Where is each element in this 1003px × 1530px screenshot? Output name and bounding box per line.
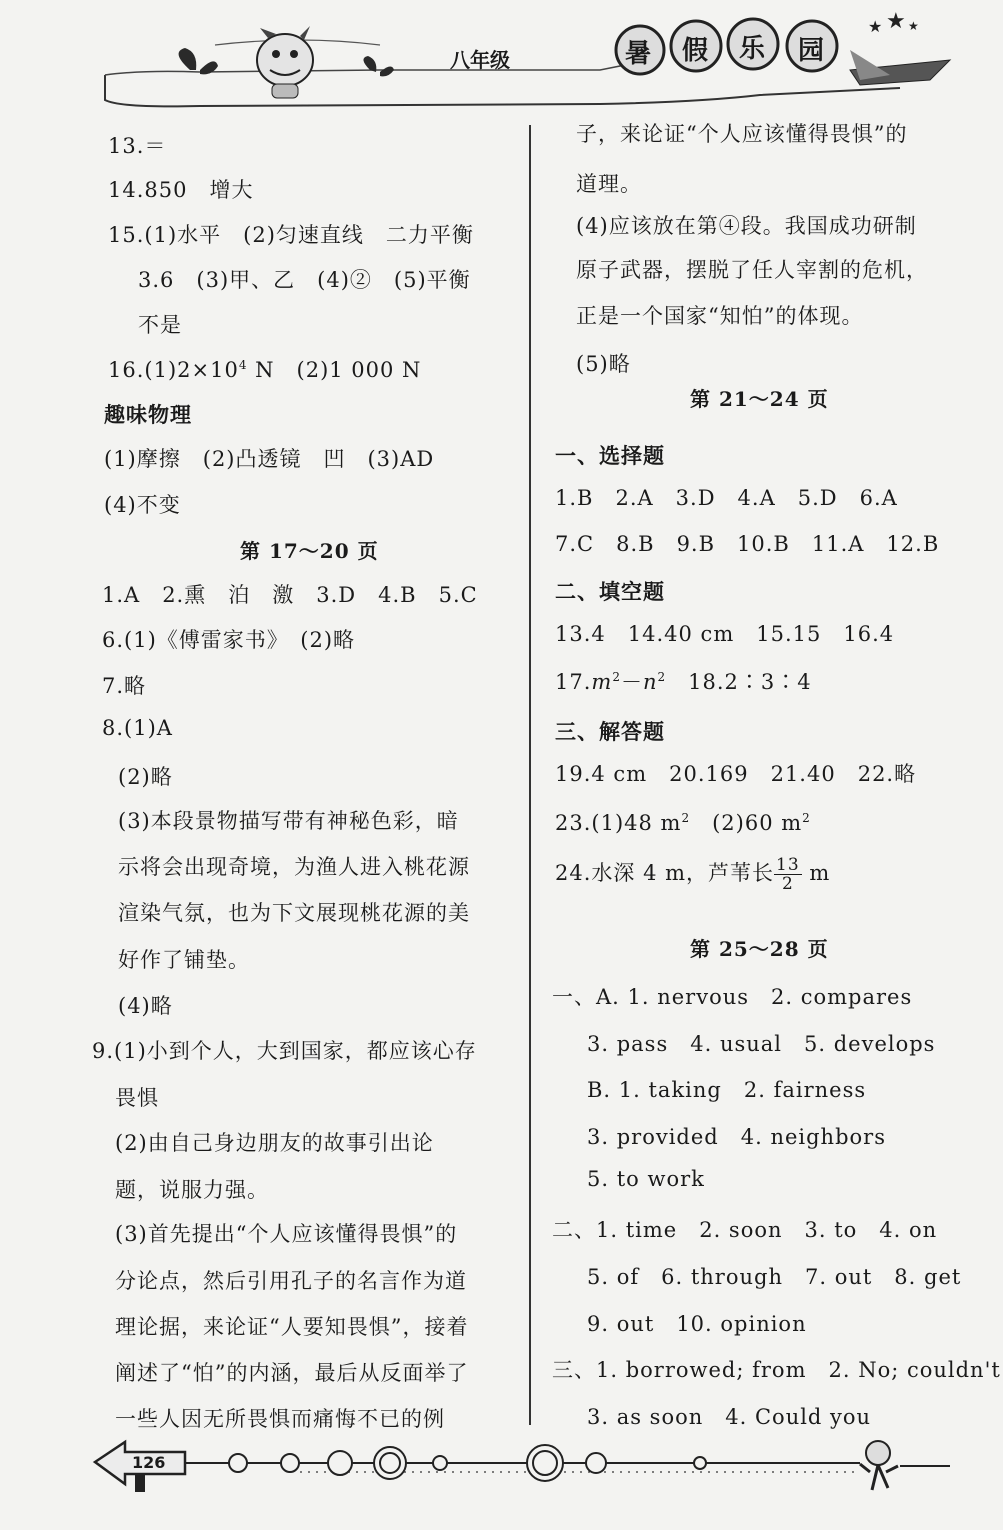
answer-line: 3. as soon 4. Could you	[587, 1405, 872, 1429]
butterfly-left-icon	[179, 48, 218, 74]
page-number: 126	[132, 1453, 166, 1472]
answer-line: 19.4 cm 20.169 21.40 22.略	[555, 762, 917, 786]
answer-line: 三、1. borrowed; from 2. No; couldn't	[552, 1358, 1001, 1382]
grade-label: 八年级	[450, 48, 510, 72]
section-label: 二、填空题	[555, 579, 665, 604]
page-range-heading: 第 17～20 页	[240, 539, 379, 563]
answer-line: 一、A. 1. nervous 2. compares	[552, 985, 913, 1009]
answer-line: 渲染气氛，也为下文展现桃花源的美	[118, 901, 470, 925]
answer-line: 6.(1)《傅雷家书》 (2)略	[102, 628, 356, 652]
answer-line: 7.C 8.B 9.B 10.B 11.A 12.B	[555, 532, 940, 556]
answer-line: 道理。	[576, 172, 642, 196]
answer-line: (3)本段景物描写带有神秘色彩，暗	[118, 809, 459, 833]
answer-line: 3. pass 4. usual 5. develops	[587, 1032, 936, 1056]
page-header	[0, 0, 1003, 120]
svg-text:★: ★	[886, 9, 906, 34]
butterfly-right-icon	[363, 56, 394, 76]
answer-line: (4)略	[118, 994, 173, 1018]
answer-line: 理论据，来论证“人要知畏惧”，接着	[115, 1315, 469, 1339]
section-label: 趣味物理	[104, 402, 192, 427]
page-range-heading: 第 25～28 页	[690, 937, 829, 961]
answer-line: 二、1. time 2. soon 3. to 4. on	[552, 1218, 938, 1242]
answer-line: 好作了铺垫。	[118, 948, 250, 972]
title-char-3: 乐	[739, 34, 766, 64]
title-char-2: 假	[682, 36, 709, 66]
answer-line: 原子武器，摆脱了任人宰割的危机，	[576, 258, 928, 282]
answer-line: (4)不变	[104, 493, 181, 517]
answer-line: 24.水深 4 m，芦苇长 $\frac{13}{2}$ m	[555, 855, 831, 894]
footer-decoration	[0, 1420, 1003, 1526]
answer-line: 一些人因无所畏惧而痛悔不已的例	[115, 1407, 445, 1431]
answer-line: 分论点，然后引用孔子的名言作为道	[115, 1269, 467, 1293]
fraction: $\frac{13}{2}$	[776, 855, 800, 894]
answer-line: 3. provided 4. neighbors	[587, 1125, 886, 1149]
answer-line: $17.m^2-n^2$ 18.2∶3∶4	[555, 670, 812, 694]
section-label: 一、选择题	[555, 443, 665, 468]
svg-text:★: ★	[908, 19, 919, 33]
answer-line: 8.(1)A	[102, 716, 173, 740]
answer-line: 题，说服力强。	[115, 1178, 269, 1202]
answer-line: 1.B 2.A 3.D 4.A 5.D 6.A	[555, 486, 898, 510]
answer-line: 14.850 增大	[108, 178, 254, 202]
answer-line: (5)略	[576, 352, 631, 376]
page-footer	[0, 1420, 1003, 1526]
page-range-heading: 第 21～24 页	[690, 387, 829, 411]
running-figure-icon	[860, 1441, 898, 1490]
section-label: 三、解答题	[555, 719, 665, 744]
answer-line: 23.(1)48 $m^2$ (2)60 $m^2$	[555, 811, 811, 835]
answer-line: 不是	[138, 313, 182, 337]
answer-line: 13.4 14.40 cm 15.15 16.4	[555, 622, 895, 646]
answer-line: 子，来论证“个人应该懂得畏惧”的	[576, 122, 908, 146]
answer-line: 5. of 6. through 7. out 8. get	[587, 1265, 962, 1289]
title-char-4: 园	[798, 36, 825, 66]
answer-line: 9.(1)小到个人，大到国家，都应该心存	[92, 1039, 477, 1063]
title-char-1: 暑	[625, 39, 652, 69]
answer-line: 正是一个国家“知怕”的体现。	[576, 304, 864, 328]
answer-line: 示将会出现奇境，为渔人进入桃花源	[118, 855, 470, 879]
answer-line: 5. to work	[587, 1167, 705, 1191]
answer-line: (4)应该放在第④段。我国成功研制	[576, 214, 917, 238]
answer-line: (2)略	[118, 765, 173, 789]
answer-line: 畏惧	[115, 1086, 159, 1110]
answer-line: 13.＝	[108, 134, 167, 158]
answer-line: 15.(1)水平 (2)匀速直线 二力平衡	[108, 223, 474, 247]
column-divider	[529, 125, 531, 1425]
answer-line: (1)摩擦 (2)凸透镜 凹 (3)AD	[104, 447, 435, 471]
answer-line: B. 1. taking 2. fairness	[587, 1078, 867, 1102]
answer-line: $16.(1)2\times 10^4$ N (2)1 000 N	[108, 358, 422, 382]
svg-text:★: ★	[868, 17, 883, 36]
answer-line: 9. out 10. opinion	[587, 1312, 807, 1336]
cartoon-dragon-icon	[257, 26, 313, 98]
rocket-icon	[850, 50, 950, 85]
answer-line: (3)首先提出“个人应该懂得畏惧”的	[115, 1222, 458, 1246]
stars-icon	[868, 9, 919, 36]
answer-line: 3.6 (3)甲、乙 (4)② (5)平衡	[138, 268, 471, 292]
answer-line: 7.略	[102, 674, 147, 698]
answer-line: 1.A 2.熏 泊 激 3.D 4.B 5.C	[102, 583, 478, 607]
answer-line: (2)由自己身边朋友的故事引出论	[115, 1131, 434, 1155]
answer-line: 阐述了“怕”的内涵，最后从反面举了	[115, 1361, 469, 1385]
